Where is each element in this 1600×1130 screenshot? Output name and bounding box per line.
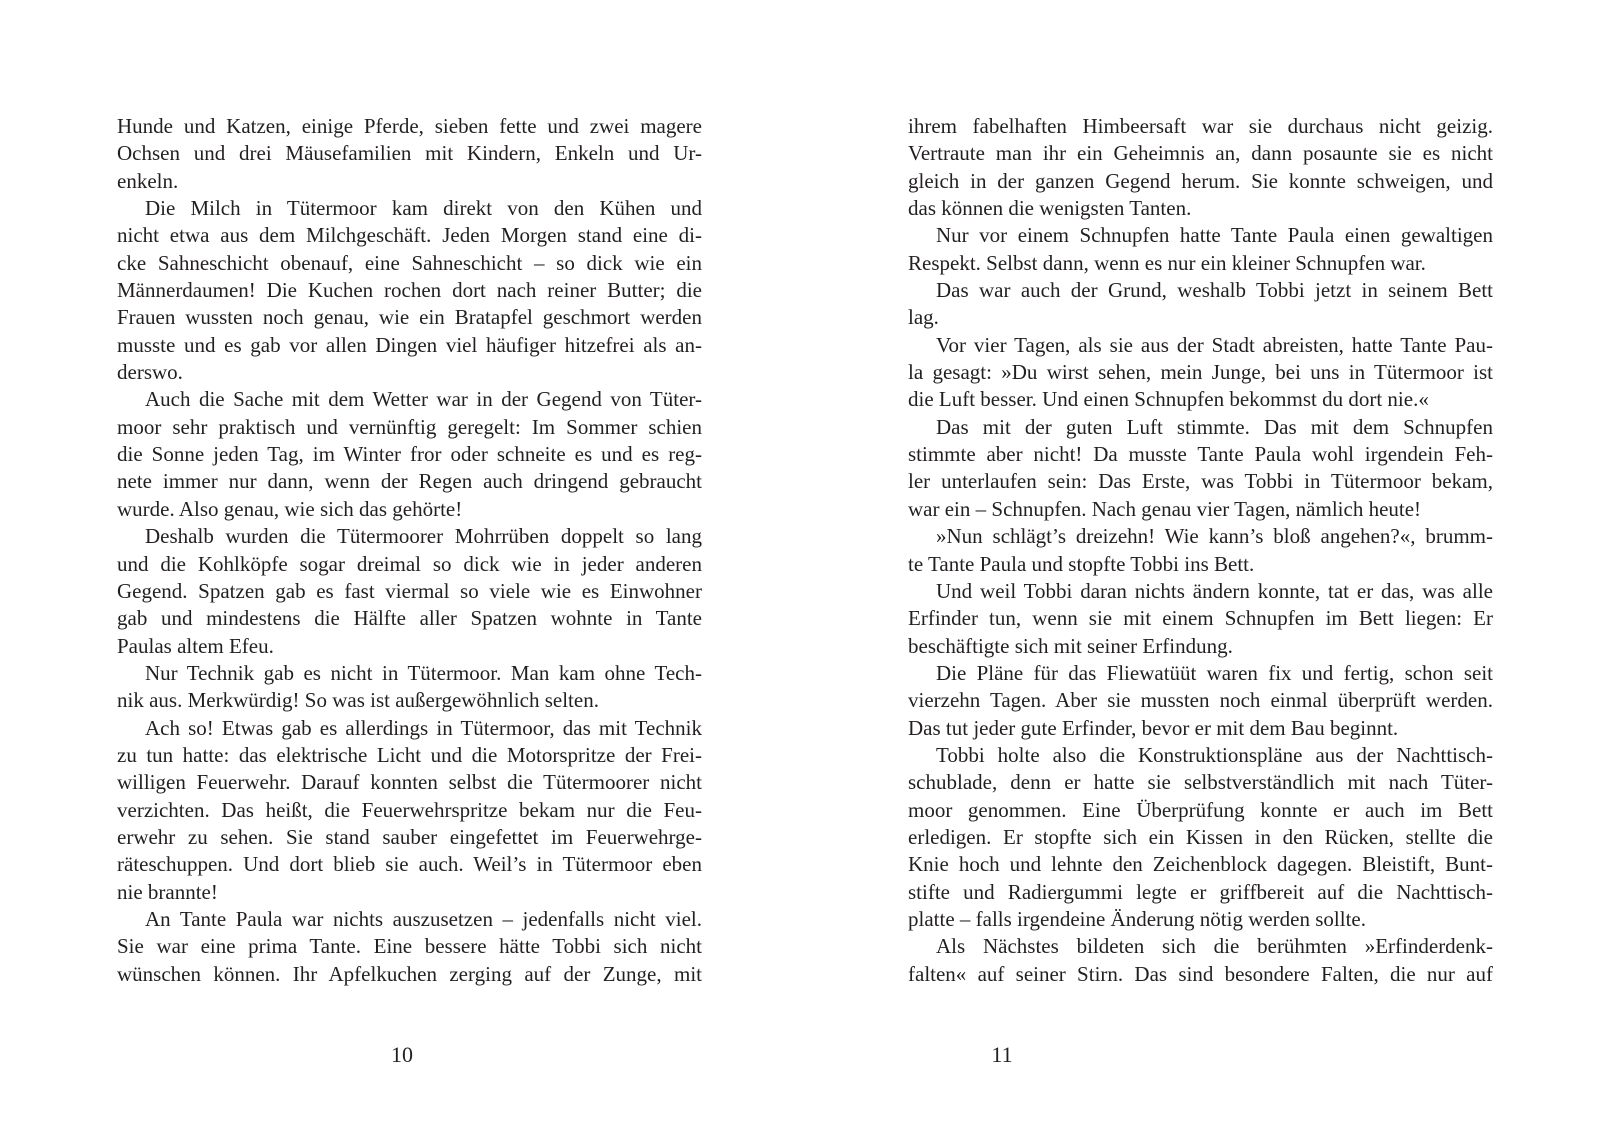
text-line: wünschen können. Ihr Apfelkuchen zerging auf der Zunge, mit [117,961,702,986]
text-line: Gegend. Spatzen gab es fast viermal so viele wie es Einwohner [117,578,702,603]
text-line: wurde. Also genau, wie sich das gehörte! [117,496,463,521]
text-line: Tobbi holte also die Konstruktionspläne aus der Nachttisch- [936,742,1493,767]
text-line: Ach so! Etwas gab es allerdings in Tütermoor, das mit Technik [145,715,702,740]
text-line: schublade, denn er hatte sie selbstverständlich mit nach Tüter- [908,770,1493,795]
text-line: Als Nächstes bildeten sich die berühmten »Erfinderdenk- [936,934,1493,959]
text-line: falten« auf seiner Stirn. Das sind besondere Falten, die nur auf [908,961,1493,986]
text-line: Das mit der guten Luft stimmte. Das mit dem Schnupfen [936,414,1493,439]
text-line: »Nun schlägt’s dreizehn! Wie kann’s bloß angehen?«, brumm- [936,524,1493,549]
text-line: vierzehn Tagen. Aber sie mussten noch einmal überprüft werden. [908,688,1493,713]
text-line: gab und mindestens die Hälfte aller Spatzen wohnte in Tante [117,606,702,631]
text-line: stifte und Radiergummi legte er griffbereit auf die Nachttisch- [908,879,1493,904]
text-line: cke Sahneschicht obenauf, eine Sahneschicht – so dick wie ein [117,250,702,275]
text-line: und die Kohlköpfe sogar dreimal so dick wie in jeder anderen [117,551,702,576]
text-line: nete immer nur dann, wenn der Regen auch dringend gebraucht [117,469,702,494]
text-line: die Sonne jeden Tag, im Winter fror oder schneite es und es reg- [117,442,702,467]
text-line: nie brannte! [117,879,218,904]
left-page-text [117,113,702,988]
text-line: moor genommen. Eine Überprüfung konnte er auch im Bett [908,797,1493,822]
text-line: Männerdaumen! Die Kuchen rochen dort nach reiner Butter; die [117,278,702,303]
text-line: das können die wenigsten Tanten. [908,196,1192,221]
text-line: Auch die Sache mit dem Wetter war in der Gegend von Tüter- [145,387,702,412]
right-page-text [908,113,1493,988]
text-line: musste und es gab vor allen Dingen viel häufiger hitzefrei als an- [117,332,702,357]
text-line: la gesagt: »Du wirst sehen, mein Junge, bei uns in Tütermoor ist [908,360,1493,385]
left-page-number: 10 [391,1042,413,1067]
text-line: Nur vor einem Schnupfen hatte Tante Paula einen gewaltigen [936,223,1493,248]
text-line: beschäftigte sich mit seiner Erfindung. [908,633,1233,658]
text-line: Ochsen und drei Mäusefamilien mit Kindern, Enkeln und Ur- [117,141,702,166]
text-line: Erfinder tun, wenn sie mit einem Schnupfen im Bett liegen: Er [908,606,1493,631]
text-line: Die Pläne für das Fliewatüüt waren fix und fertig, schon seit [936,660,1493,685]
text-line: An Tante Paula war nichts auszusetzen – jedenfalls nicht viel. [145,906,702,931]
right-page [800,0,1600,1130]
text-line: moor sehr praktisch und vernünftig geregelt: Im Sommer schien [117,414,702,439]
text-line: derswo. [117,360,183,385]
text-line: Das war auch der Grund, weshalb Tobbi jetzt in seinem Bett [936,278,1493,303]
text-line: Frauen wussten noch genau, wie ein Bratapfel geschmort werden [117,305,702,330]
text-line: verzichten. Das heißt, die Feuerwehrspritze bekam nur die Feu- [117,797,702,822]
text-line: räteschuppen. Und dort blieb sie auch. Weil’s in Tütermoor eben [117,852,702,877]
text-line: nik aus. Merkwürdig! So was ist außergewöhnlich selten. [117,688,599,713]
text-line: Vertraute man ihr ein Geheimnis an, dann posaunte sie es nicht [908,141,1493,166]
text-line: nicht etwa aus dem Milchgeschäft. Jeden Morgen stand eine di- [117,223,702,248]
right-page-number: 11 [991,1042,1013,1067]
text-line: te Tante Paula und stopfte Tobbi ins Bett. [908,551,1255,576]
text-line: Paulas altem Efeu. [117,633,274,658]
text-line: Respekt. Selbst dann, wenn es nur ein kleiner Schnupfen war. [908,250,1426,275]
text-line: lag. [908,305,939,330]
text-line: stimmte aber nicht! Da musste Tante Paula wohl irgendein Feh- [908,442,1493,467]
text-line: platte – falls irgendeine Änderung nötig werden sollte. [908,906,1366,931]
text-line: gleich in der ganzen Gegend herum. Sie konnte schweigen, und [908,168,1493,193]
text-line: zu tun hatte: das elektrische Licht und die Motorspritze der Frei- [117,742,702,767]
text-line: Sie war eine prima Tante. Eine bessere hätte Tobbi sich nicht [117,934,702,959]
text-line: willigen Feuerwehr. Darauf konnten selbst die Tütermoorer nicht [117,770,702,795]
text-line: ler unterlaufen sein: Das Erste, was Tobbi in Tütermoor bekam, [908,469,1493,494]
text-line: Vor vier Tagen, als sie aus der Stadt abreisten, hatte Tante Pau- [936,332,1493,357]
text-line: Die Milch in Tütermoor kam direkt von den Kühen und [145,196,702,221]
text-line: Hunde und Katzen, einige Pferde, sieben fette und zwei magere [117,114,702,138]
text-line: ihrem fabelhaften Himbeersaft war sie durchaus nicht geizig. [908,114,1493,138]
text-line: erwehr zu sehen. Sie stand sauber eingefettet im Feuerwehrge- [117,824,702,849]
text-line: Und weil Tobbi daran nichts ändern konnte, tat er das, was alle [936,578,1493,603]
text-line: enkeln. [117,168,179,193]
text-line: die Luft besser. Und einen Schnupfen bekommst du dort nie.« [908,387,1429,412]
text-line: Deshalb wurden die Tütermoorer Mohrrüben doppelt so lang [145,524,702,549]
text-line: Das tut jeder gute Erfinder, bevor er mit dem Bau beginnt. [908,715,1399,740]
text-line: Knie hoch und lehnte den Zeichenblock dagegen. Bleistift, Bunt- [908,852,1493,877]
text-line: erledigen. Er stopfte sich ein Kissen in den Rücken, stellte die [908,824,1493,849]
text-line: war ein – Schnupfen. Nach genau vier Tagen, nämlich heute! [908,496,1422,521]
text-line: Nur Technik gab es nicht in Tütermoor. Man kam ohne Tech- [145,660,702,685]
